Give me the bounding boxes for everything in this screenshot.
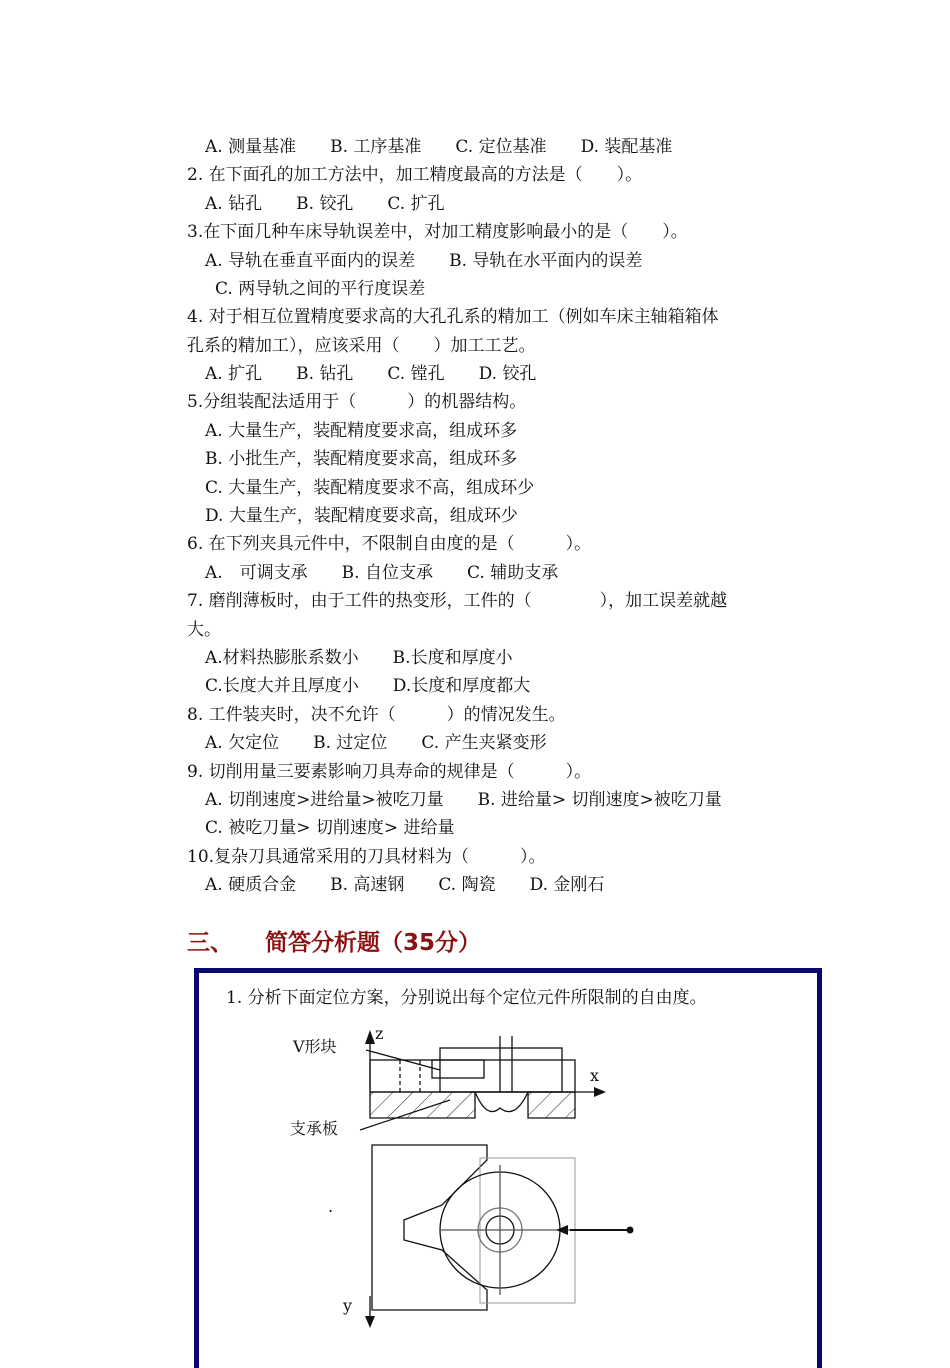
q7-text-line1: 7. 磨削薄板时，由于工件的热变形，工件的（ ），加工误差就越 (187, 591, 728, 611)
q5-option-c: C. 大量生产，装配精度要求不高，组成环少 (205, 478, 535, 498)
v-block-label: V形块 (293, 1037, 337, 1056)
q7-options-ab: A.材料热膨胀系数小 B.长度和厚度小 (205, 648, 513, 668)
q7-text-line2: 大。 (187, 620, 221, 640)
y-axis-label: y (343, 1296, 353, 1315)
section-heading: 简答分析题（35分） (265, 930, 482, 956)
q9-option-c: C. 被吃刀量> 切削速度> 进给量 (205, 818, 455, 838)
section-number: 三、 (187, 930, 233, 956)
q6-options: A. 可调支承 B. 自位支承 C. 辅助支承 (205, 563, 559, 583)
support-plate-label: 支承板 (290, 1119, 339, 1138)
q4-text-line2: 孔系的精加工），应该采用（ ）加工工艺。 (187, 336, 536, 356)
q1-options: A. 测量基准 B. 工序基准 C. 定位基准 D. 装配基准 (205, 137, 673, 157)
q8-text: 8. 工件装夹时，决不允许（ ）的情况发生。 (187, 705, 566, 725)
q10-options: A. 硬质合金 B. 高速钢 C. 陶瓷 D. 金刚石 (205, 875, 605, 895)
q5-option-d: D. 大量生产，装配精度要求高，组成环少 (205, 506, 518, 526)
q2-text: 2. 在下面孔的加工方法中，加工精度最高的方法是（ ）。 (187, 165, 643, 185)
q3-option-c: C. 两导轨之间的平行度误差 (215, 279, 426, 299)
q10-text: 10.复杂刀具通常采用的刀具材料为（ ）。 (187, 847, 546, 867)
q2-options: A. 钻孔 B. 铰孔 C. 扩孔 (205, 194, 445, 214)
q9-options-ab: A. 切削速度>进给量>被吃刀量 B. 进给量> 切削速度>被吃刀量 (205, 790, 722, 810)
section-title (187, 928, 481, 958)
q4-options: A. 扩孔 B. 钻孔 C. 镗孔 D. 铰孔 (205, 364, 537, 384)
q7-options-cd: C.长度大并且厚度小 D.长度和厚度都大 (205, 676, 531, 696)
x-axis-label: x (590, 1066, 600, 1085)
q8-options: A. 欠定位 B. 过定位 C. 产生夹紧变形 (205, 733, 547, 753)
q4-text-line1: 4. 对于相互位置精度要求高的大孔孔系的精加工（例如车床主轴箱箱体 (187, 307, 719, 327)
z-axis-label: z (375, 1024, 384, 1043)
q5-option-a: A. 大量生产，装配精度要求高，组成环多 (205, 421, 518, 441)
section3-q1-text: 1. 分析下面定位方案，分别说出每个定位元件所限制的自由度。 (226, 988, 707, 1008)
q5-option-b: B. 小批生产，装配精度要求高，组成环多 (205, 449, 518, 469)
q9-text: 9. 切削用量三要素影响刀具寿命的规律是（ ）。 (187, 762, 592, 782)
answer-box (194, 968, 822, 1368)
q6-text: 6. 在下列夹具元件中，不限制自由度的是（ ）。 (187, 534, 592, 554)
q3-options-ab: A. 导轨在垂直平面内的误差 B. 导轨在水平面内的误差 (205, 251, 643, 271)
q3-text: 3.在下面几种车床导轨误差中，对加工精度影响最小的是（ ）。 (187, 222, 688, 242)
q5-text: 5.分组装配法适用于（ ）的机器结构。 (187, 392, 527, 412)
dot-mark: . (328, 1197, 334, 1216)
